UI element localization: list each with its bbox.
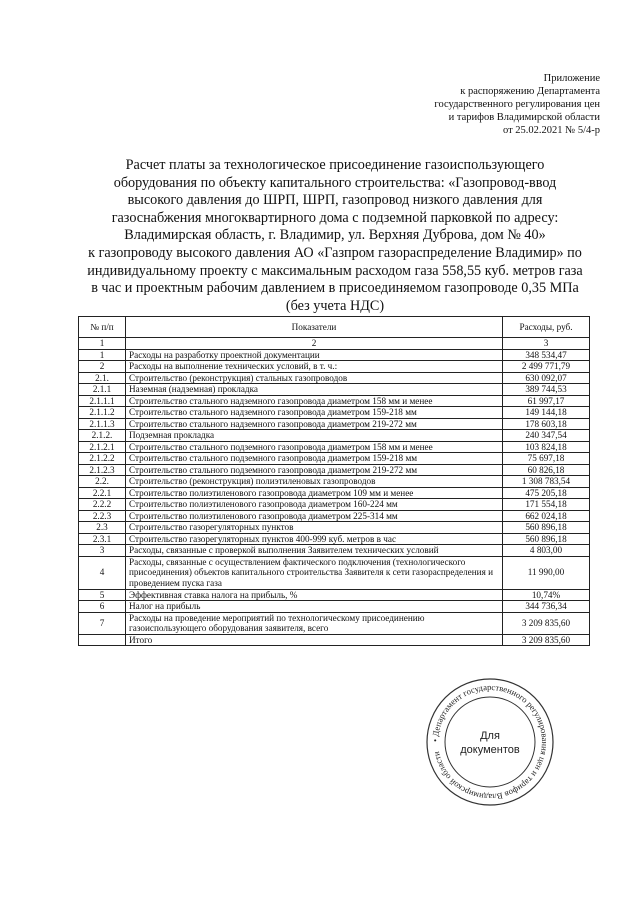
row-number: 4: [79, 556, 126, 589]
title-line: Расчет платы за технологическое присоединение газоиспользующего: [125, 157, 545, 173]
row-number: 2.1.1.3: [79, 418, 126, 430]
row-number: 6: [79, 601, 126, 613]
table-row: [79, 407, 590, 419]
row-number: 2.1.1: [79, 384, 126, 396]
row-indicator: Строительство газорегуляторных пунктов 400-999 куб. метров в час: [126, 533, 503, 545]
row-cost: 560 896,18: [503, 533, 590, 545]
row-indicator: Строительство (реконструкция) полиэтиленовых газопроводов: [126, 476, 503, 488]
table-row: [79, 601, 590, 613]
row-indicator: Расходы на проведение мероприятий по технологическому присоединению газоиспользующего оборудования заявителя, всего: [126, 612, 503, 634]
row-cost: 475 205,18: [503, 487, 590, 499]
table-row: [79, 384, 590, 396]
row-number: 2.2.2: [79, 499, 126, 511]
row-cost: 171 554,18: [503, 499, 590, 511]
header-line: к распоряжению Департамента: [460, 86, 600, 97]
row-indicator: Строительство стального подземного газопровода диаметром 159-218 мм: [126, 453, 503, 465]
row-indicator: Строительство стального надземного газопровода диаметром 159-218 мм: [126, 407, 503, 419]
row-indicator: Расходы на разработку проектной документации: [126, 349, 503, 361]
stamp-inner-ring: [445, 697, 535, 787]
table-row: [79, 361, 590, 373]
table-row: [79, 545, 590, 557]
table-row: [79, 510, 590, 522]
row-indicator: Подземная прокладка: [126, 430, 503, 442]
table-row: [79, 395, 590, 407]
row-number: [79, 634, 126, 646]
row-cost: 240 347,54: [503, 430, 590, 442]
table-row: [79, 441, 590, 453]
row-indicator: Расходы, связанные с проверкой выполнения Заявителем технических условий: [126, 545, 503, 557]
row-indicator: Строительство (реконструкция) стальных газопроводов: [126, 372, 503, 384]
row-cost: 10,74%: [503, 589, 590, 601]
row-cost: 344 736,34: [503, 601, 590, 613]
stamp-center-line2: документов: [460, 744, 520, 756]
row-indicator: Строительство стального надземного газопровода диаметром 219-272 мм: [126, 418, 503, 430]
title-line: оборудования по объекту капитального строительства: «Газопровод-ввод: [113, 174, 557, 191]
row-cost: 178 603,18: [503, 418, 590, 430]
row-cost: 60 826,18: [503, 464, 590, 476]
column-header-cost: Расходы, руб.: [503, 317, 590, 338]
document-title: [60, 157, 610, 315]
stamp-center-line1: Для: [480, 730, 500, 742]
row-cost: 11 990,00: [503, 556, 590, 589]
appendix-header: [380, 72, 600, 137]
table-row: [79, 349, 590, 361]
table-body: [79, 349, 590, 646]
row-cost: 3 209 835,60: [503, 612, 590, 634]
row-number: 2.1.2.2: [79, 453, 126, 465]
table-row: [79, 372, 590, 384]
table-row: [79, 430, 590, 442]
row-number: 2.3: [79, 522, 126, 534]
column-header-indicator: Показатели: [126, 317, 503, 338]
row-number: 5: [79, 589, 126, 601]
table-row: [79, 499, 590, 511]
row-cost: 560 896,18: [503, 522, 590, 534]
row-cost: 103 824,18: [503, 441, 590, 453]
row-cost: 630 092,07: [503, 372, 590, 384]
row-indicator: Строительство стального подземного газопровода диаметром 158 мм и менее: [126, 441, 503, 453]
row-cost: 149 144,18: [503, 407, 590, 419]
row-cost: 2 499 771,79: [503, 361, 590, 373]
row-number: 2.2.1: [79, 487, 126, 499]
table-row: [79, 612, 590, 634]
document-stamp: [424, 676, 556, 808]
stamp-ring-text: • Департамент государственного регулирования цен и тарифов Владимирской области: [429, 681, 551, 803]
row-cost: 4 803,00: [503, 545, 590, 557]
row-indicator: Строительство стального надземного газопровода диаметром 158 мм и менее: [126, 395, 503, 407]
row-indicator: Строительство газорегуляторных пунктов: [126, 522, 503, 534]
table-row: [79, 634, 590, 646]
row-number: 2.1.: [79, 372, 126, 384]
header-line: и тарифов Владимирской области: [448, 112, 600, 123]
title-line: в час и проектным рабочим давлением в присоединяемом газопроводе 0,35 МПа: [91, 280, 579, 297]
column-index: 2: [126, 338, 503, 350]
row-number: 7: [79, 612, 126, 634]
row-number: 2: [79, 361, 126, 373]
column-index: 1: [79, 338, 126, 350]
row-cost: 61 997,17: [503, 395, 590, 407]
row-number: 2.1.1.1: [79, 395, 126, 407]
table-row: [79, 487, 590, 499]
row-indicator: Наземная (надземная) прокладка: [126, 384, 503, 396]
cost-table: [78, 316, 590, 646]
row-number: 2.1.2.1: [79, 441, 126, 453]
stamp-outer-ring: [427, 679, 553, 805]
title-line: индивидуальному проекту с максимальным расходом газа 558,55 куб. метров газа: [87, 262, 583, 279]
title-line: газоснабжения многоквартирного дома с подземной парковкой по адресу:: [111, 209, 559, 226]
row-indicator: Строительство полиэтиленового газопровода диаметром 109 мм и менее: [126, 487, 503, 499]
row-number: 2.1.2.3: [79, 464, 126, 476]
row-number: 2.2.3: [79, 510, 126, 522]
row-number: 1: [79, 349, 126, 361]
table-row: [79, 418, 590, 430]
title-line: к газопроводу высокого давления АО «Газпром газораспределение Владимир» по: [88, 244, 582, 261]
row-indicator: Итого: [126, 634, 503, 646]
header-line: государственного регулирования цен: [434, 99, 600, 110]
row-indicator: Строительство стального подземного газопровода диаметром 219-272 мм: [126, 464, 503, 476]
row-cost: 662 024,18: [503, 510, 590, 522]
header-line: Приложение: [543, 73, 600, 84]
row-cost: 348 534,47: [503, 349, 590, 361]
row-indicator: Строительство полиэтиленового газопровода диаметром 225-314 мм: [126, 510, 503, 522]
row-indicator: Строительство полиэтиленового газопровода диаметром 160-224 мм: [126, 499, 503, 511]
table-row: [79, 533, 590, 545]
table-row: [79, 556, 590, 589]
table-row: [79, 476, 590, 488]
row-number: 2.3.1: [79, 533, 126, 545]
table-row: [79, 453, 590, 465]
row-cost: 3 209 835,60: [503, 634, 590, 646]
row-indicator: Расходы на выполнение технических условий, в т. ч.:: [126, 361, 503, 373]
row-number: 2.1.1.2: [79, 407, 126, 419]
row-indicator: Налог на прибыль: [126, 601, 503, 613]
table-row: [79, 464, 590, 476]
row-cost: 75 697,18: [503, 453, 590, 465]
row-number: 3: [79, 545, 126, 557]
title-line: (без учета НДС): [285, 297, 385, 314]
row-number: 2.2.: [79, 476, 126, 488]
title-line: высокого давления до ШРП, ШРП, газопровод низкого давления для: [127, 192, 543, 209]
table-row: [79, 522, 590, 534]
row-cost: 1 308 783,54: [503, 476, 590, 488]
column-header-number: № п/п: [79, 317, 126, 338]
row-indicator: Расходы, связанные с осуществлением фактического подключения (технологического присоединения) объектов капитального строительства Заявителя к сети газораспределения и проведением пуска газа: [126, 556, 503, 589]
title-line: Владимирская область, г. Владимир, ул. Верхняя Дуброва, дом № 40»: [124, 227, 546, 244]
column-index: 3: [503, 338, 590, 350]
row-number: 2.1.2.: [79, 430, 126, 442]
row-indicator: Эффективная ставка налога на прибыль, %: [126, 589, 503, 601]
table-row: [79, 589, 590, 601]
row-cost: 389 744,53: [503, 384, 590, 396]
header-line: от 25.02.2021 № 5/4-р: [502, 125, 600, 136]
